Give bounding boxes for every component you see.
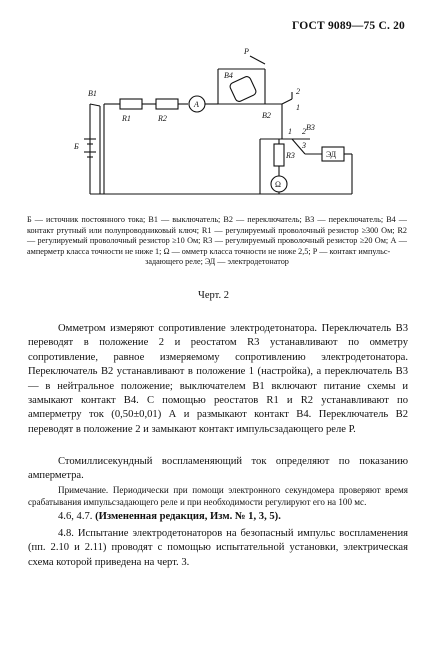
r2-resistor <box>156 99 178 109</box>
label-a: А <box>194 100 199 109</box>
circuit-diagram <box>60 44 390 214</box>
label-ed: ЭД <box>326 150 337 159</box>
amendment-line <box>58 511 281 522</box>
label-r3: R3 <box>286 151 295 160</box>
label-r2: R2 <box>158 114 167 123</box>
label-b: Б <box>74 142 79 151</box>
r3-resistor <box>274 144 284 166</box>
body-paragraph-2: Стомиллисекундный воспламеняющий ток определяют по показанию амперметра. <box>28 456 408 482</box>
amendment-prefix: 4.6, 4.7. <box>58 511 93 522</box>
legend-last-line: задающего реле; ЭД — электродетонатор <box>145 257 289 267</box>
label-n1b: 1 <box>288 127 292 136</box>
label-b1: В1 <box>88 89 97 98</box>
r1-resistor <box>120 99 142 109</box>
body-paragraph-1: Омметром измеряют сопротивление электродетонатора. Переключатель В3 переводят в положение 2 и реостатом R3 устанавливают по омметру сопротивление, равное измеряемому сопротивлению электродетонатора. Переключатель В2 устанавливают в положение 1 (настройка), а переключатель В3 — в нейтральное положение; выключателем В1 включают питание схемы и замыкают контакт В4. С помощью реостатов R1 и R2 устанавливают по амперметру ток (0,50±0,01) А и размыкают контакт В4. Переключатель В2 переводят в положение 2 и замыкают контакт импульсзадающего реле Р. <box>28 323 408 435</box>
label-b2: В2 <box>262 111 271 120</box>
label-b3: В3 <box>306 123 315 132</box>
note-paragraph: Примечание. Периодически при помощи электронного секундомера проверяют время срабатывания импульсзадающего реле и при необходимости регулируют его на 100 мс. <box>28 485 408 507</box>
amendment-text: (Измененная редакция, Изм. № 1, 3, 5). <box>95 511 281 522</box>
body-paragraph-1-container <box>28 322 408 437</box>
label-n3: 3 <box>302 141 306 150</box>
page-header: ГОСТ 9089—75 С. 20 <box>292 20 405 32</box>
label-n2b: 2 <box>302 127 306 136</box>
label-n2: 2 <box>296 87 300 96</box>
relay-b4 <box>229 75 257 102</box>
body-paragraph-2-container <box>28 455 408 484</box>
label-n1: 1 <box>296 103 300 112</box>
label-p: Р <box>244 47 249 56</box>
label-b4: В4 <box>224 71 233 80</box>
figure-caption: Черт. 2 <box>198 290 229 301</box>
figure-legend <box>27 215 407 268</box>
label-omega: Ω <box>275 180 281 189</box>
legend-text: Б — источник постоянного тока; В1 — выключатель; В2 — переключатель; В3 — переключатель; В4 — контакт ртутный или полупроводниковый ключ; R1 — регулируемый проволочный резистор ≥300 Ом; R2 — регулируемый проволочный резистор ≥10 Ом; R3 — регулируемый проволочный резистор ≥20 Ом; А — амперметр класса точности не ниже 1; Ω — омметр класса точности не ниже 2,5; Р — контакт импульс- <box>27 215 407 256</box>
section-4-8: 4.8. Испытание электродетонаторов на безопасный импульс воспламенения (пп. 2.10 и 2.11) проводят с помощью испытательной установки, электрическая схема которой приведена на черт. 3. <box>28 528 408 568</box>
label-r1: R1 <box>122 114 131 123</box>
